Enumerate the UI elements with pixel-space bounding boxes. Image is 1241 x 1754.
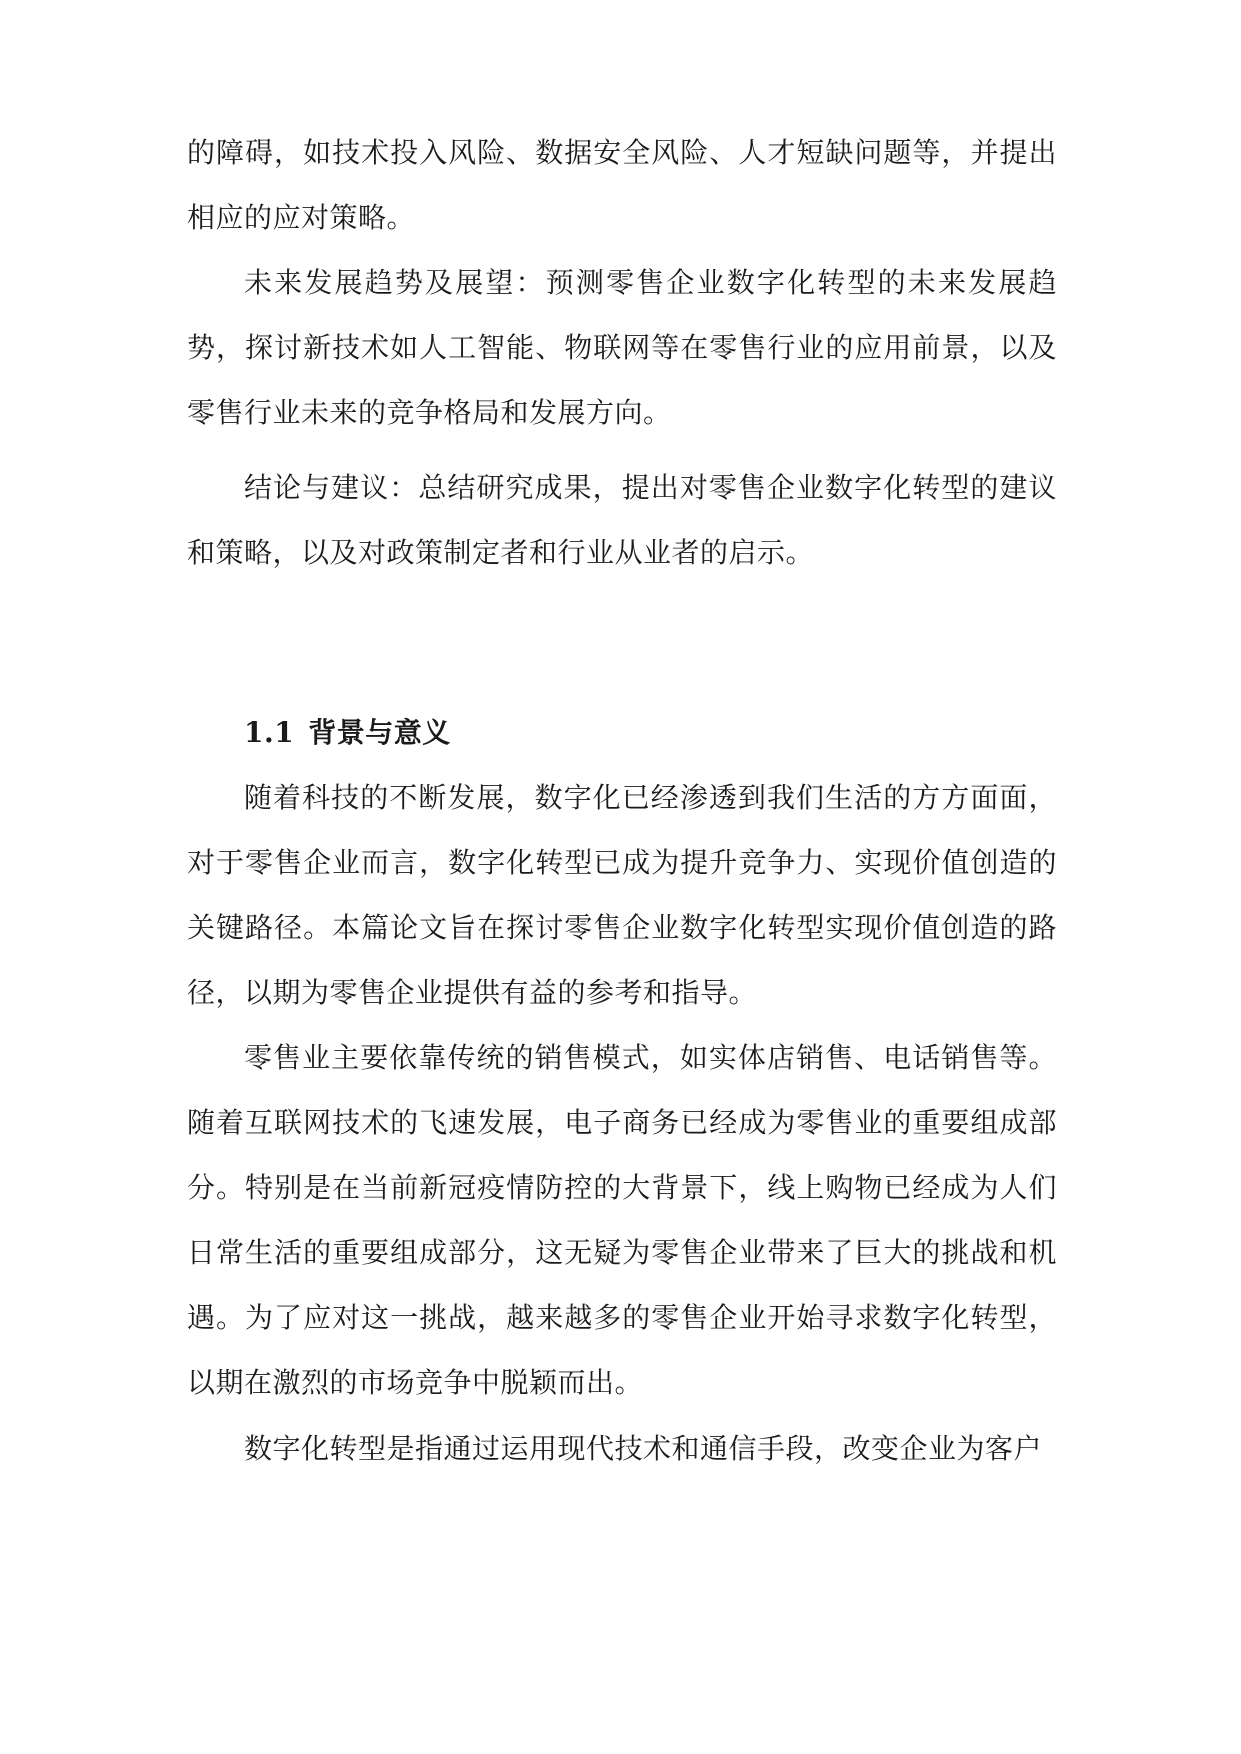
section-heading xyxy=(244,700,451,765)
paragraph-digital-transformation: 数字化转型是指通过运用现代技术和通信手段，改变企业为客户 xyxy=(244,1432,1043,1465)
section-number: 1.1 xyxy=(244,716,295,749)
paragraph-retail-ecommerce: 零售业主要依靠传统的销售模式，如实体店销售、电话销售等。随着互联网技术的飞速发展，电子商务已经成为零售业的重要组成部分。特别是在当前新冠疫情防控的大背景下，线上购物已经成为人们日常生活的重要组成部分，这无疑为零售企业带来了巨大的挑战和机遇。为了应对这一挑战，越来越多的零售企业开始寻求数字化转型，以期在激烈的市场竞争中脱颖而出。 xyxy=(187,1041,1057,1399)
paragraph-background: 随着科技的不断发展，数字化已经渗透到我们生活的方方面面，对于零售企业而言，数字化转型已成为提升竞争力、实现价值创造的关键路径。本篇论文旨在探讨零售企业数字化转型实现价值创造的路径，以期为零售企业提供有益的参考和指导。 xyxy=(187,781,1057,1009)
paragraph-conclusion: 结论与建议：总结研究成果，提出对零售企业数字化转型的建议和策略，以及对政策制定者和行业从业者的启示。 xyxy=(187,471,1057,569)
section-title: 背景与意义 xyxy=(308,716,451,749)
paragraph-risk-strategies: 的障碍，如技术投入风险、数据安全风险、人才短缺问题等，并提出相应的应对策略。 xyxy=(187,136,1057,234)
paragraph-future-trends: 未来发展趋势及展望：预测零售企业数字化转型的未来发展趋势，探讨新技术如人工智能、物联网等在零售行业的应用前景，以及零售行业未来的竞争格局和发展方向。 xyxy=(187,266,1057,429)
